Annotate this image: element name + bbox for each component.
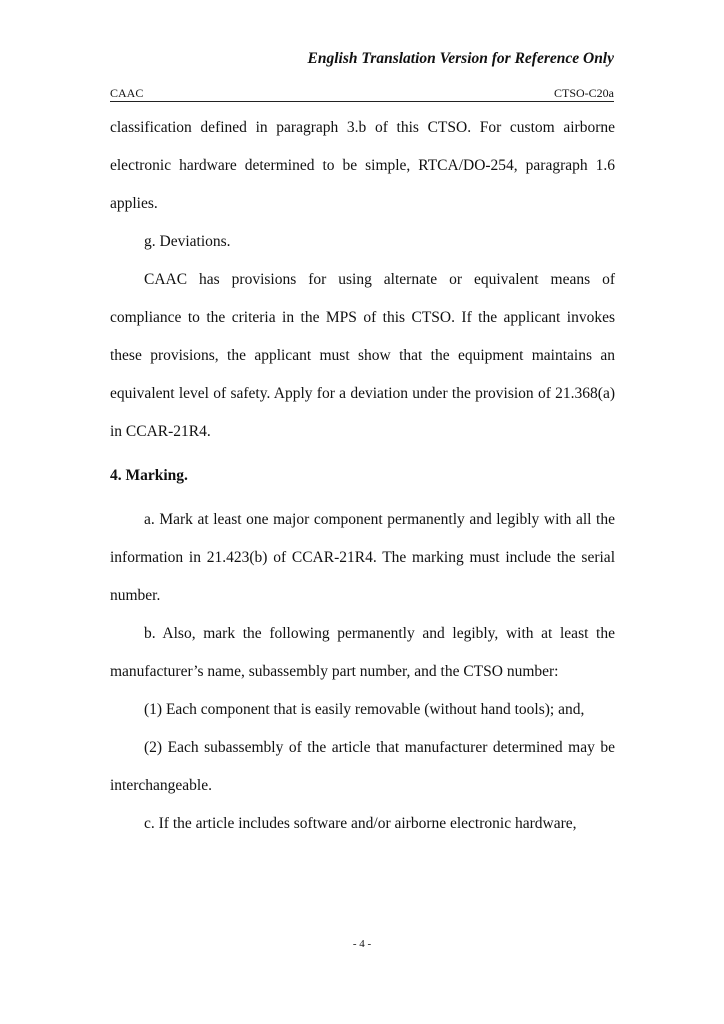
paragraph-deviations-title: g. Deviations.	[144, 233, 231, 250]
translation-banner: English Translation Version for Reference Only	[307, 50, 614, 67]
page-number: - 4 -	[352, 938, 372, 950]
paragraph-marking-b2: (2) Each subassembly of the article that manufacturer determined may be interchangeable.	[110, 739, 615, 794]
paragraph-deviations-body: CAAC has provisions for using alternate or equivalent means of compliance to the criteria in the MPS of this CTSO. If the applicant invokes these provisions, the applicant must show that the equipment maintains an equivalent level of safety. Apply for a deviation under the provision of 21.368(a) in CCAR-21R4.	[110, 271, 615, 440]
section-heading-marking: 4. Marking.	[110, 467, 188, 484]
paragraph-marking-c: c. If the article includes software and/or airborne electronic hardware,	[144, 815, 577, 832]
paragraph-classification: classification defined in paragraph 3.b of this CTSO. For custom airborne electronic hardware determined to be simple, RTCA/DO-254, paragraph 1.6 applies.	[110, 119, 615, 212]
paragraph-marking-b: b. Also, mark the following permanently and legibly, with at least the manufacturer’s name, subassembly part number, and the CTSO number:	[110, 625, 615, 680]
header-organization: CAAC	[110, 86, 144, 100]
header-document-id: CTSO-C20a	[554, 86, 614, 100]
document-body	[110, 109, 615, 843]
header-rule	[110, 101, 614, 102]
paragraph-marking-b1: (1) Each component that is easily removable (without hand tools); and,	[144, 701, 585, 718]
paragraph-marking-a: a. Mark at least one major component permanently and legibly with all the information in 21.423(b) of CCAR-21R4. The marking must include the serial number.	[110, 511, 615, 604]
